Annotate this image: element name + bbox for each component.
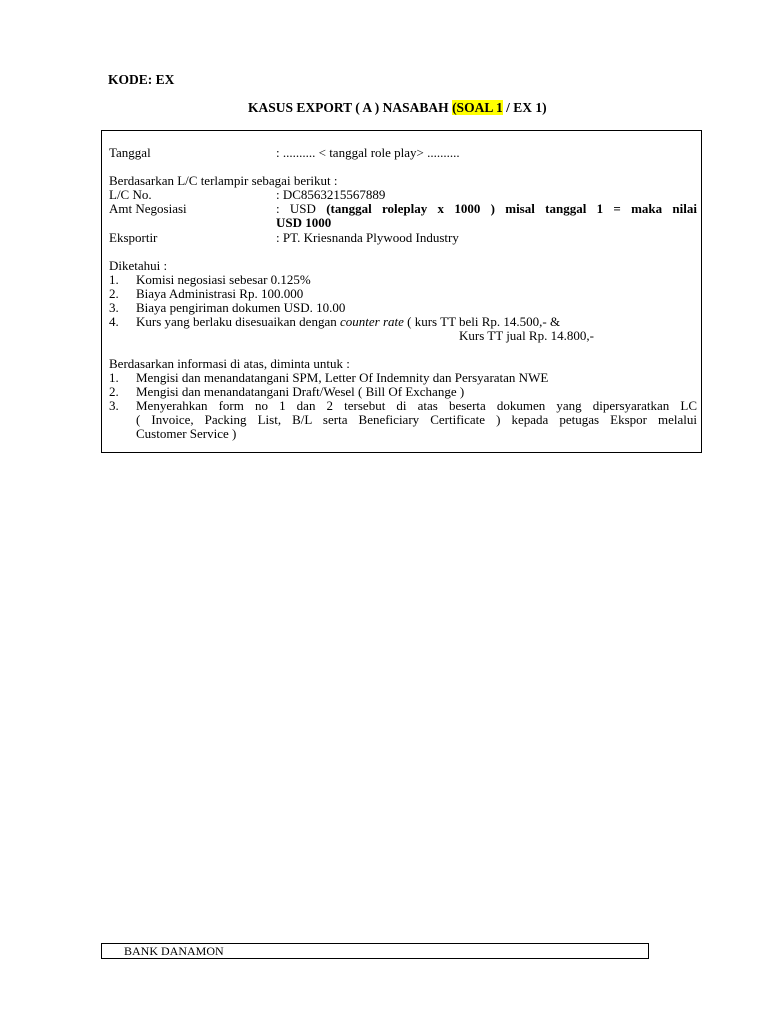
- date-value: : .......... < tanggal role play> ..........: [276, 145, 460, 160]
- exporter-label: Eksportir: [109, 230, 158, 245]
- rate-buy: ( kurs TT beli Rp. 14.500,- &: [403, 314, 561, 329]
- case-content: [109, 146, 697, 446]
- list-number: 1.: [109, 370, 119, 385]
- amount-example: USD 1000: [276, 215, 332, 230]
- exporter-value: : PT. Kriesnanda Plywood Industry: [276, 230, 459, 245]
- rate-text: Kurs yang berlaku disesuaikan dengan: [136, 314, 340, 329]
- list-text: Biaya Administrasi Rp. 100.000: [136, 286, 304, 301]
- lc-intro: Berdasarkan L/C terlampir sebagai berikut :: [109, 173, 338, 188]
- known-heading: Diketahui :: [109, 258, 168, 273]
- list-number: 3.: [109, 398, 119, 413]
- case-box: [101, 130, 702, 453]
- footer-box: [101, 943, 649, 959]
- date-label: Tanggal: [109, 145, 151, 160]
- list-number: 4.: [109, 314, 119, 329]
- task-line-3: Customer Service ): [136, 426, 237, 441]
- task-line-2: ( Invoice, Packing List, B/L serta Beneficiary Certificate ) kepada petugas Ekspor melalui: [136, 412, 697, 427]
- list-text: Mengisi dan menandatangani SPM, Letter Of Indemnity dan Persyaratan NWE: [136, 370, 549, 385]
- list-number: 3.: [109, 300, 119, 315]
- list-number: 1.: [109, 272, 119, 287]
- document-title: [248, 101, 547, 115]
- document-code: KODE: EX: [108, 72, 175, 87]
- list-text: [136, 315, 560, 329]
- task-line-1: Menyerahkan form no 1 dan 2 tersebut di atas beserta dokumen yang dipersyaratkan LC: [136, 398, 697, 413]
- bank-name: BANK DANAMON: [124, 944, 224, 958]
- title-suffix: / EX 1): [502, 100, 547, 115]
- amount-prefix: : USD: [276, 201, 327, 216]
- lc-label: L/C No.: [109, 187, 152, 202]
- list-item: [109, 399, 697, 443]
- tasks-heading: Berdasarkan informasi di atas, diminta untuk :: [109, 356, 350, 371]
- amount-label: Amt Negosiasi: [109, 201, 187, 216]
- rate-italic: counter rate: [339, 314, 404, 329]
- amount-formula: (tanggal roleplay x 1000 ) misal tanggal 1 = maka nilai: [326, 201, 697, 216]
- amount-line-1: [276, 202, 697, 216]
- list-text: Mengisi dan menandatangani Draft/Wesel ( Bill Of Exchange ): [136, 384, 465, 399]
- list-number: 2.: [109, 384, 119, 399]
- title-main: KASUS EXPORT ( A ) NASABAH: [248, 100, 453, 115]
- lc-value: : DC8563215567889: [276, 187, 386, 202]
- rate-sell: Kurs TT jual Rp. 14.800,-: [459, 328, 594, 343]
- title-highlight: (SOAL 1: [452, 100, 503, 115]
- list-number: 2.: [109, 286, 119, 301]
- list-text: Komisi negosiasi sebesar 0.125%: [136, 272, 311, 287]
- list-text: Biaya pengiriman dokumen USD. 10.00: [136, 300, 346, 315]
